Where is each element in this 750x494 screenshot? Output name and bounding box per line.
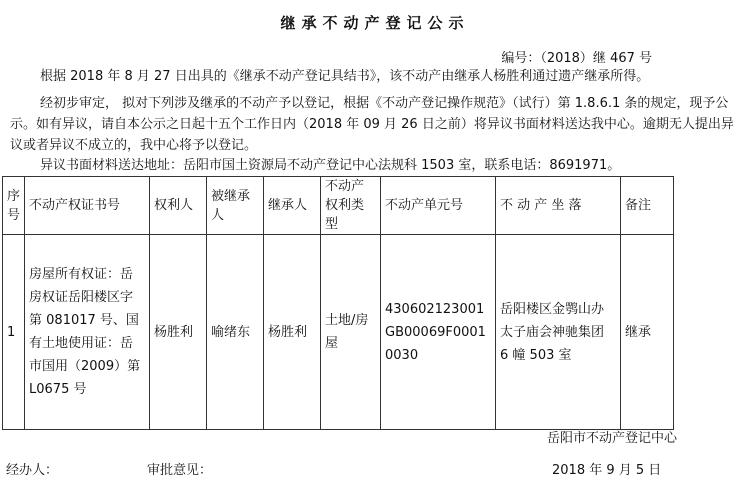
header-heir-from: 被继承人 [207, 177, 264, 235]
table-row [3, 235, 674, 430]
header-heir: 继承人 [264, 177, 321, 235]
notice-title: 继承不动产登记公示 [280, 14, 470, 32]
cell-cert: 房屋所有权证：岳房权证岳阳楼区字第 081017 号、国有土地使用证：岳市国用（2009）第 L0675 号 [25, 235, 150, 430]
cell-no: 1 [3, 235, 25, 430]
header-location: 不 动 产 坐 落 [496, 177, 621, 235]
cell-unit-no: 430602123001GB00069F00010030 [381, 235, 496, 430]
approval-label: 审批意见： [147, 463, 213, 478]
header-no: 序号 [3, 177, 25, 235]
table-header-row [3, 177, 674, 235]
cell-heir-from: 喻绪东 [207, 235, 264, 430]
handler-label: 经办人： [6, 463, 59, 478]
header-cert: 不动产权证书号 [25, 177, 150, 235]
header-unit-no: 不动产单元号 [381, 177, 496, 235]
issue-date: 2018 年 9 月 5 日 [552, 463, 662, 478]
cell-location: 岳阳楼区金鹗山办太子庙会神驰集团 6 幢 503 室 [496, 235, 621, 430]
cell-right-type: 土地/房屋 [321, 235, 381, 430]
document-number: 编号：（2018）继 467 号 [501, 51, 652, 66]
cell-holder: 杨胜利 [150, 235, 207, 430]
paragraph-basis: 根据 2018 年 8 月 27 日出具的《继承不动产登记具结书》，该不动产由继承人杨胜利通过遗产继承所得。 [40, 69, 650, 84]
header-right-type: 不动产权利类型 [321, 177, 381, 235]
registration-table [2, 176, 674, 430]
paragraph-address: 异议书面材料送达地址：岳阳市国土资源局不动产登记中心法规科 1503 室，联系电话：8691971。 [40, 158, 621, 173]
cell-heir: 杨胜利 [264, 235, 321, 430]
header-remark: 备注 [621, 177, 674, 235]
cell-remark: 继承 [621, 235, 674, 430]
header-holder: 权利人 [150, 177, 207, 235]
paragraph-review: 经初步审定， 拟对下列涉及继承的不动产予以登记，根据《不动产登记操作规范》（试行）第 1.8.6.1 条的规定，现予公示。如有异议，请自本公示之日起十五个工作日内（2018 年 09 月 26 日之前）将异议书面材料送达我中心。逾期无人提出异议或者异议不成立的，我中心将予以登记。 [10, 96, 734, 153]
issuing-organization: 岳阳市不动产登记中心 [547, 431, 678, 446]
